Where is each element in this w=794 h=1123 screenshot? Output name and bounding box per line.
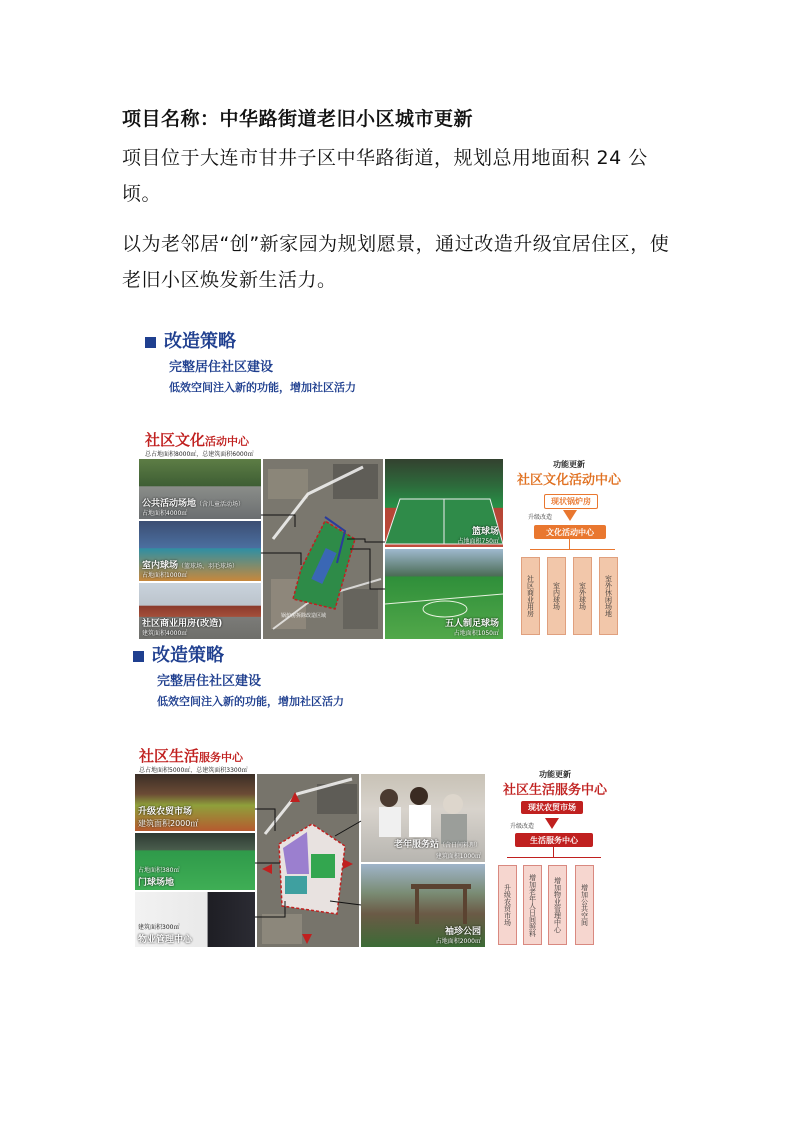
source-box: 现状锅炉房	[544, 494, 598, 509]
photo-area: 占地面积1000㎡	[142, 572, 188, 579]
photo-area: 占地面积1050㎡	[453, 630, 499, 637]
diagram-title: 社区文化活动中心	[516, 473, 621, 488]
diagram-caption: 功能更新	[553, 460, 585, 469]
connector-stem	[553, 847, 554, 857]
photo-area: 占地面积750㎡	[457, 538, 499, 545]
upgrade-label: 升级改造	[528, 514, 553, 521]
photo-label: 五人制足球场	[444, 619, 499, 629]
photo-label: 老年服务站（含日间料理）	[393, 840, 481, 850]
strategy-heading: 改造策略	[133, 641, 344, 667]
photo-area: 占地面积4000㎡	[142, 510, 188, 517]
function-column: 升级农贸市场	[498, 865, 517, 945]
photo-label: 袖珍公园	[444, 927, 481, 937]
connector-bar	[507, 857, 601, 858]
panel-culture-center	[125, 327, 645, 639]
strategy-subtitle: 完整居住社区建设	[157, 674, 262, 689]
strategy-description: 低效空间注入新的功能，增加社区活力	[157, 695, 344, 708]
photo-label: 篮球场	[471, 527, 499, 537]
center-total-area: 总占地面积8000㎡，总建筑面积6000㎡	[145, 451, 254, 458]
connector-stem	[569, 539, 570, 549]
target-box: 文化活动中心	[534, 525, 606, 539]
photo-area: 建筑面积2000㎡	[138, 819, 199, 828]
target-box: 生活服务中心	[515, 833, 593, 847]
function-column: 室外休闲场地	[599, 557, 618, 635]
function-column: 社区商业用房	[521, 557, 540, 635]
function-column: 增加公共空间	[575, 865, 594, 945]
paragraph-vision: 以为老邻居“创”新家园为规划愿景，通过改造升级宜居住区，使老旧小区焕发新生活力。	[122, 233, 670, 291]
photo-label: 公共活动场地（含儿童活动场）	[142, 499, 245, 509]
photo-label: 物业管理中心	[138, 935, 193, 945]
photo-label: 社区商业用房(改造)	[142, 619, 223, 629]
photo-label: 室内球场（篮球场、羽毛球场）	[142, 561, 239, 571]
strategy-heading: 改造策略	[145, 327, 356, 353]
center-total-area: 总占地面积5000㎡，总建筑面积3300㎡	[139, 767, 248, 774]
diagram-caption: 功能更新	[539, 770, 571, 779]
function-column: 室内球场	[547, 557, 566, 635]
strategy-subtitle: 完整居住社区建设	[169, 360, 274, 375]
center-title: 社区生活服务中心	[139, 747, 244, 765]
function-column: 增加物业管理中心	[548, 865, 567, 945]
source-box: 现状农贸市场	[521, 801, 583, 814]
photo-area: 建筑面积1000㎡	[435, 853, 481, 860]
photo-area: 占地面积380㎡	[138, 867, 180, 874]
down-arrow-icon	[545, 818, 559, 829]
diagram-title: 社区生活服务中心	[502, 783, 607, 798]
photo-area: 建筑面积4000㎡	[142, 630, 188, 637]
paragraph-location: 项目位于大连市甘井子区中华路街道，规划总用地面积 24 公顷。	[122, 147, 648, 205]
panel-life-service-center	[125, 641, 645, 951]
down-arrow-icon	[563, 510, 577, 521]
map-label: 锅炉房拆除改造区域	[281, 613, 327, 619]
function-column: 室外球场	[573, 557, 592, 635]
upgrade-label: 升级改造	[510, 823, 535, 830]
photo-area: 建筑面积300㎡	[138, 924, 180, 931]
center-title: 社区文化活动中心	[145, 431, 250, 449]
connector-bar	[530, 549, 615, 550]
document-title: 项目名称：中华路街道老旧小区城市更新	[122, 108, 474, 130]
strategy-description: 低效空间注入新的功能，增加社区活力	[169, 381, 356, 394]
photo-label: 门球场地	[138, 878, 175, 888]
function-column: 增加老年人日间照料	[523, 865, 542, 945]
photo-area: 占地面积2000㎡	[435, 938, 481, 945]
photo-label: 升级农贸市场	[138, 807, 193, 817]
